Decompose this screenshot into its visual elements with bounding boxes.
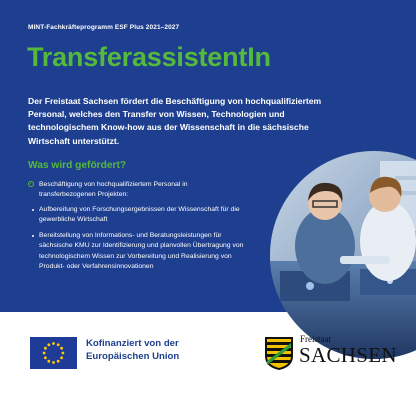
intro-text: Der Freistaat Sachsen fördert die Beschäftigung von hochqualifiziertem Personal, welches den Transfer von Wissen, Technologien und technologischem Know-how aus der Wissenschaft in die sächsische Wirtschaft unterstützt. — [28, 96, 322, 146]
sub-bullet-text: Bereitstellung von Informations- und Beratungsleistungen für sächsische KMU zur Identifizierung und planvollen Übertragung von technologischem Wissen zur Vorbereitung und Realisierung von Produkt- oder Verfahrensinnovationen — [39, 232, 244, 271]
eu-cofunding-text — [86, 337, 236, 363]
eu-flag-icon — [30, 337, 77, 369]
sub-bullet-item — [39, 205, 254, 226]
main-bullet-text: Beschäftigung von hochqualifiziertem Personal in transferbezogenen Projekten: — [39, 181, 188, 199]
sachsen-wordmark: SACHSEN — [299, 343, 397, 367]
saxony-logo — [264, 333, 397, 373]
bullet-circle-icon — [28, 181, 34, 187]
page-title: TransferassistentIn — [27, 42, 271, 72]
section-heading: Was wird gefördert? — [28, 160, 127, 171]
saxony-coat-of-arms-icon — [264, 336, 294, 371]
eu-line-2: Europäischen Union — [86, 351, 180, 362]
bullet-dot-icon — [32, 209, 34, 211]
bullet-dot-icon — [32, 235, 34, 237]
eu-cofunding-logo — [30, 335, 210, 369]
eu-line-1: Kofinanziert von der — [86, 338, 179, 349]
program-label: MINT-Fachkräfteprogramm ESF Plus 2021–2027 — [28, 24, 180, 31]
sub-bullet-text: Aufbereitung von Forschungsergebnissen der Wissenschaft für die gewerbliche Wirtschaft — [39, 206, 240, 224]
freistaat-label: Freistaat — [300, 334, 331, 344]
sub-bullet-item — [39, 231, 254, 273]
